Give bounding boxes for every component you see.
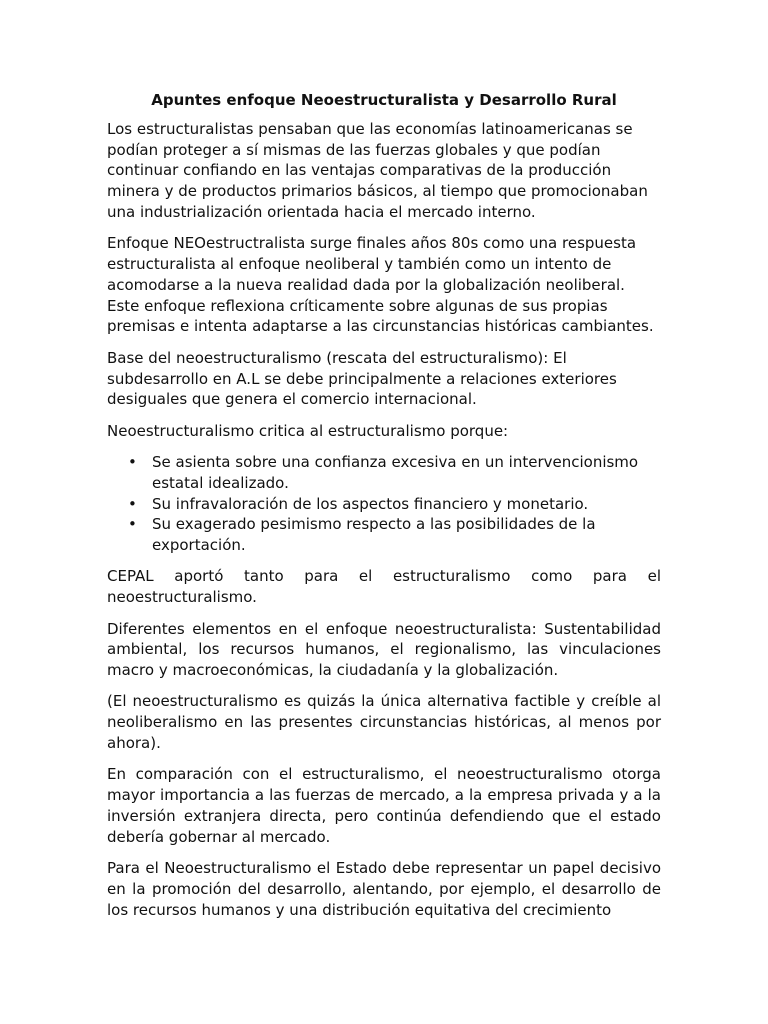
paragraph-elements: Diferentes elementos en el enfoque neoestructuralista: Sustentabilidad ambiental, los recursos humanos, el regionalismo, las vinculaciones macro y macroeconómicas, la ciudadanía y la globalización. — [107, 619, 661, 680]
paragraph-critique-intro: Neoestructuralismo critica al estructuralismo porque: — [107, 421, 509, 440]
bullet-icon: • — [128, 494, 137, 513]
paragraph-neostructuralist-origin: Enfoque NEOestructralista surge finales años 80s como una respuesta estructuralista al enfoque neoliberal y también como un intento de acomodarse a la nueva realidad dada por la globalización neoliberal. Este enfoque reflexiona críticamente sobre algunas de sus propias premisas e intenta adaptarse a las circunstancias históricas cambiantes. — [107, 234, 654, 336]
document-page — [107, 90, 661, 931]
bullet-icon: • — [128, 515, 137, 534]
list-item — [128, 494, 661, 515]
document-title: Apuntes enfoque Neoestructuralista y Desarrollo Rural — [151, 91, 617, 109]
paragraph-state-role: Para el Neoestructuralismo el Estado debe representar un papel decisivo en la promoción del desarrollo, alentando, por ejemplo, el desarrollo de los recursos humanos y una distribución equitativa del crecimiento — [107, 859, 661, 919]
list-item-text: Se asienta sobre una confianza excesiva en un intervencionismo estatal idealizado. — [152, 452, 639, 492]
list-item — [128, 514, 661, 556]
list-item-text: Su infravaloración de los aspectos financiero y monetario. — [152, 494, 589, 513]
paragraph-cepal: CEPAL aportó tanto para el estructuralismo como para el neoestructuralismo. — [107, 567, 661, 607]
paragraph-comparison: En comparación con el estructuralismo, el neoestructuralismo otorga mayor importancia a las fuerzas de mercado, a la empresa privada y a la inversión extranjera directa, pero continúa defendiendo que el estado debería gobernar al mercado. — [107, 765, 661, 846]
critique-list — [107, 452, 661, 556]
paragraph-base: Base del neoestructuralismo (rescata del estructuralismo): El subdesarrollo en A.L se debe principalmente a relaciones exteriores desiguales que genera el comercio internacional. — [107, 348, 617, 409]
paragraph-structuralists: Los estructuralistas pensaban que las economías latinoamericanas se podían proteger a sí mismas de las fuerzas globales y que podían continuar confiando en las ventajas comparativas de la producción minera y de productos primarios básicos, al tiempo que promocionaban una industrialización orientada hacia el mercado interno. — [107, 119, 648, 221]
list-item-text: Su exagerado pesimismo respecto a las posibilidades de la exportación. — [152, 515, 596, 555]
list-item — [128, 452, 661, 494]
paragraph-alternative: (El neoestructuralismo es quizás la única alternativa factible y creíble al neoliberalismo en las presentes circunstancias históricas, al menos por ahora). — [107, 692, 661, 753]
bullet-icon: • — [128, 452, 137, 471]
